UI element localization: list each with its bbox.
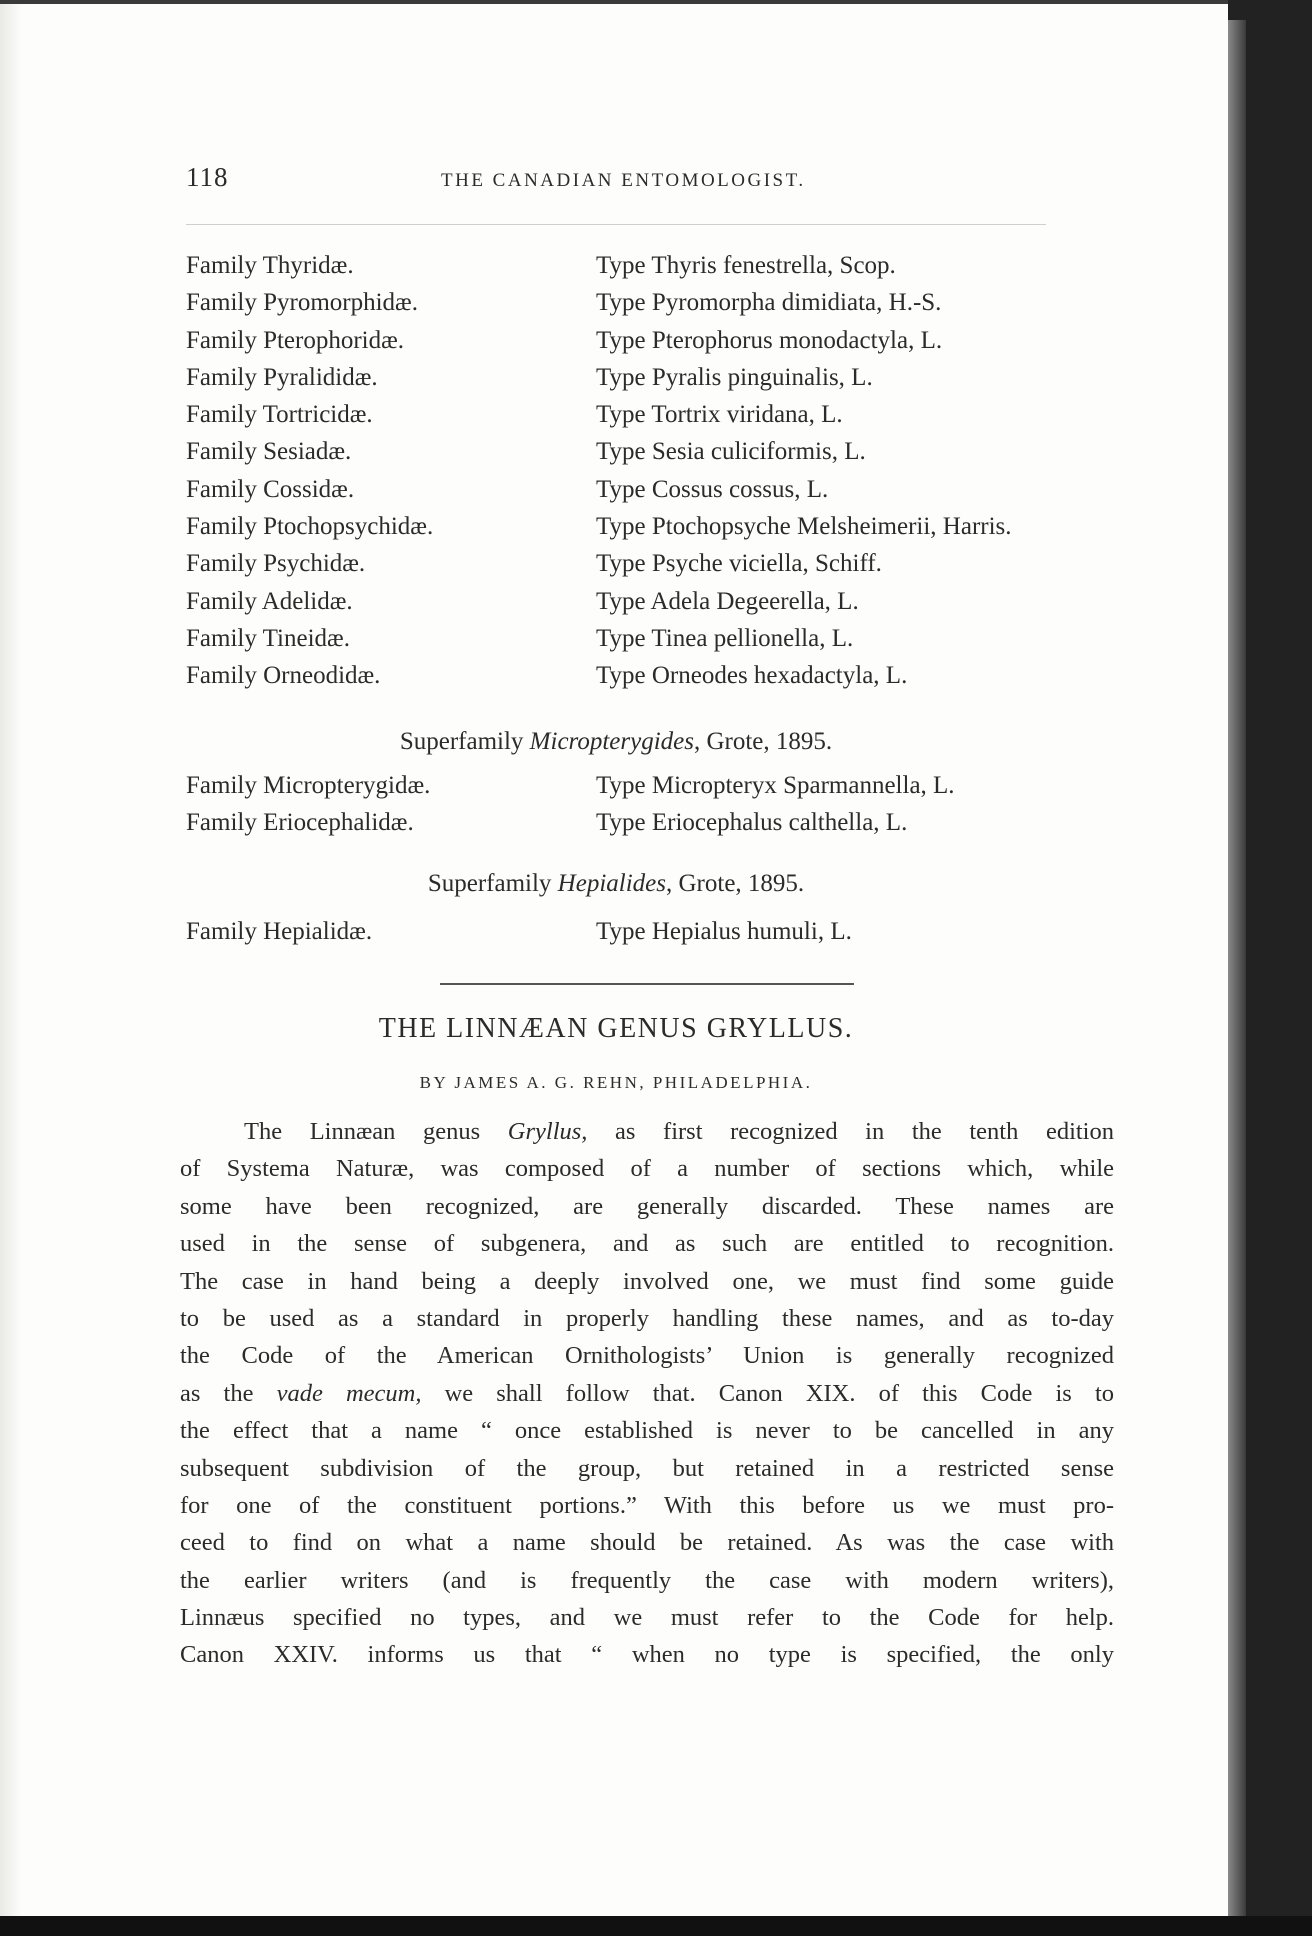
family-name: Family Cossidæ. bbox=[186, 475, 355, 503]
family-type: Type Pterophorus monodactyla, L. bbox=[596, 326, 943, 354]
family-name: Family Thyridæ. bbox=[186, 252, 354, 279]
family-name: Family Pyralididæ. bbox=[186, 363, 378, 391]
family-type: Type Tinea pellionella, L. bbox=[596, 624, 854, 652]
family-type: Type Adela Degeerella, L. bbox=[596, 587, 859, 615]
scan-right-edge bbox=[1228, 0, 1312, 1936]
text-run: as the bbox=[180, 1379, 277, 1407]
family-list-group-2 bbox=[186, 772, 1126, 847]
page-gutter-shadow bbox=[0, 0, 22, 1916]
body-line: The case in hand being a deeply involved one, we must find some guide bbox=[180, 1267, 1114, 1295]
family-type: Type Thyris fenestrella, Scop. bbox=[596, 252, 896, 279]
superfamily-name: Hepialides bbox=[557, 870, 666, 897]
family-row bbox=[186, 289, 1126, 326]
family-name: Family Ptochopsychidæ. bbox=[186, 513, 434, 541]
body-line: the effect that a name “ once established is never to be cancelled in any bbox=[180, 1417, 1114, 1445]
family-name: Family Adelidæ. bbox=[186, 587, 353, 615]
body-line bbox=[180, 1113, 1114, 1150]
family-row bbox=[186, 476, 1126, 513]
body-line: for one of the constituent portions.” With this before us we must pro- bbox=[180, 1491, 1114, 1519]
family-name: Family Tortricidæ. bbox=[186, 401, 373, 429]
family-type: Type Ptochopsyche Melsheimerii, Harris. bbox=[596, 513, 1012, 541]
family-row bbox=[186, 809, 1126, 846]
article-body bbox=[180, 1113, 1114, 1674]
superfamily-authority: , Grote, 1895. bbox=[693, 728, 833, 755]
article-byline: BY JAMES A. G. REHN, PHILADELPHIA. bbox=[419, 1073, 813, 1092]
family-name: Family Tineidæ. bbox=[186, 624, 350, 652]
family-type: Type Psyche viciella, Schiff. bbox=[596, 550, 882, 578]
family-row bbox=[186, 625, 1126, 662]
family-type: Type Hepialus humuli, L. bbox=[596, 918, 852, 945]
family-row bbox=[186, 588, 1126, 625]
family-row bbox=[186, 364, 1126, 401]
superfamily-prefix: Superfamily bbox=[427, 870, 552, 897]
text-run: as first recognized in the tenth edition bbox=[587, 1118, 1114, 1145]
family-name: Family Sesiadæ. bbox=[186, 438, 352, 466]
text-run: The Linnæan genus bbox=[244, 1118, 508, 1145]
body-line: subsequent subdivision of the group, but retained in a restricted sense bbox=[180, 1454, 1114, 1482]
scan-bottom-edge bbox=[0, 1916, 1312, 1936]
body-line bbox=[180, 1375, 1114, 1412]
family-list-group-3 bbox=[186, 918, 1126, 955]
journal-title: THE CANADIAN ENTOMOLOGIST. bbox=[441, 170, 806, 191]
family-row bbox=[186, 252, 1126, 289]
family-type: Type Orneodes hexadactyla, L. bbox=[596, 662, 908, 690]
page-number: 118 bbox=[186, 162, 229, 192]
body-line: ceed to find on what a name should be retained. As was the case with bbox=[180, 1529, 1114, 1557]
body-line: used in the sense of subgenera, and as such are entitled to recognition. bbox=[180, 1230, 1114, 1258]
family-type: Type Tortrix viridana, L. bbox=[596, 401, 843, 429]
latin-phrase: vade mecum, bbox=[276, 1379, 422, 1407]
running-head bbox=[186, 162, 1056, 202]
text-run: we shall follow that. Canon XIX. of this Code is to bbox=[421, 1379, 1114, 1407]
family-type: Type Pyralis pinguinalis, L. bbox=[596, 363, 873, 391]
superfamily-heading-hepialides bbox=[186, 870, 1046, 898]
family-name: Family Eriocephalidæ. bbox=[186, 809, 414, 837]
page-edge-shade bbox=[1228, 20, 1246, 1920]
family-row bbox=[186, 662, 1126, 699]
superfamily-authority: , Grote, 1895. bbox=[666, 870, 805, 897]
family-row bbox=[186, 327, 1126, 364]
family-type: Type Eriocephalus calthella, L. bbox=[596, 809, 908, 837]
genus-name: Gryllus, bbox=[507, 1118, 588, 1145]
header-rule bbox=[186, 224, 1046, 225]
family-row bbox=[186, 513, 1126, 550]
family-list-group-1 bbox=[186, 252, 1126, 700]
family-row bbox=[186, 401, 1126, 438]
family-name: Family Pyromorphidæ. bbox=[186, 289, 418, 317]
family-name: Family Hepialidæ. bbox=[186, 918, 373, 945]
family-name: Family Psychidæ. bbox=[186, 550, 366, 578]
superfamily-prefix: Superfamily bbox=[399, 728, 524, 755]
scan-top-edge bbox=[0, 0, 1312, 4]
family-type: Type Pyromorpha dimidiata, H.-S. bbox=[596, 289, 942, 317]
family-type: Type Micropteryx Sparmannella, L. bbox=[596, 772, 955, 799]
family-name: Family Orneodidæ. bbox=[186, 662, 381, 690]
family-name: Family Micropterygidæ. bbox=[186, 772, 431, 799]
body-line: to be used as a standard in properly handling these names, and as to-day bbox=[180, 1304, 1114, 1332]
body-line: Linnæus specified no types, and we must refer to the Code for help. bbox=[180, 1604, 1114, 1632]
superfamily-heading-micropterygides bbox=[186, 728, 1046, 756]
body-line: of Systema Naturæ, was composed of a number of sections which, while bbox=[180, 1155, 1114, 1183]
family-row bbox=[186, 438, 1126, 475]
body-line: some have been recognized, are generally discarded. These names are bbox=[180, 1192, 1114, 1220]
body-line: Canon XXIV. informs us that “ when no type is specified, the only bbox=[180, 1641, 1114, 1669]
family-row bbox=[186, 772, 1126, 809]
family-row bbox=[186, 550, 1126, 587]
body-line: the Code of the American Ornithologists’ Union is generally recognized bbox=[180, 1342, 1114, 1370]
family-name: Family Pterophoridæ. bbox=[186, 326, 405, 354]
family-row bbox=[186, 918, 1126, 955]
article-title: THE LINNÆAN GENUS GRYLLUS. bbox=[378, 1013, 854, 1044]
family-type: Type Cossus cossus, L. bbox=[596, 475, 829, 503]
body-line: the earlier writers (and is frequently the case with modern writers), bbox=[180, 1566, 1114, 1594]
family-type: Type Sesia culiciformis, L. bbox=[596, 438, 866, 466]
section-divider bbox=[440, 983, 854, 985]
superfamily-name: Micropterygides bbox=[529, 728, 694, 755]
